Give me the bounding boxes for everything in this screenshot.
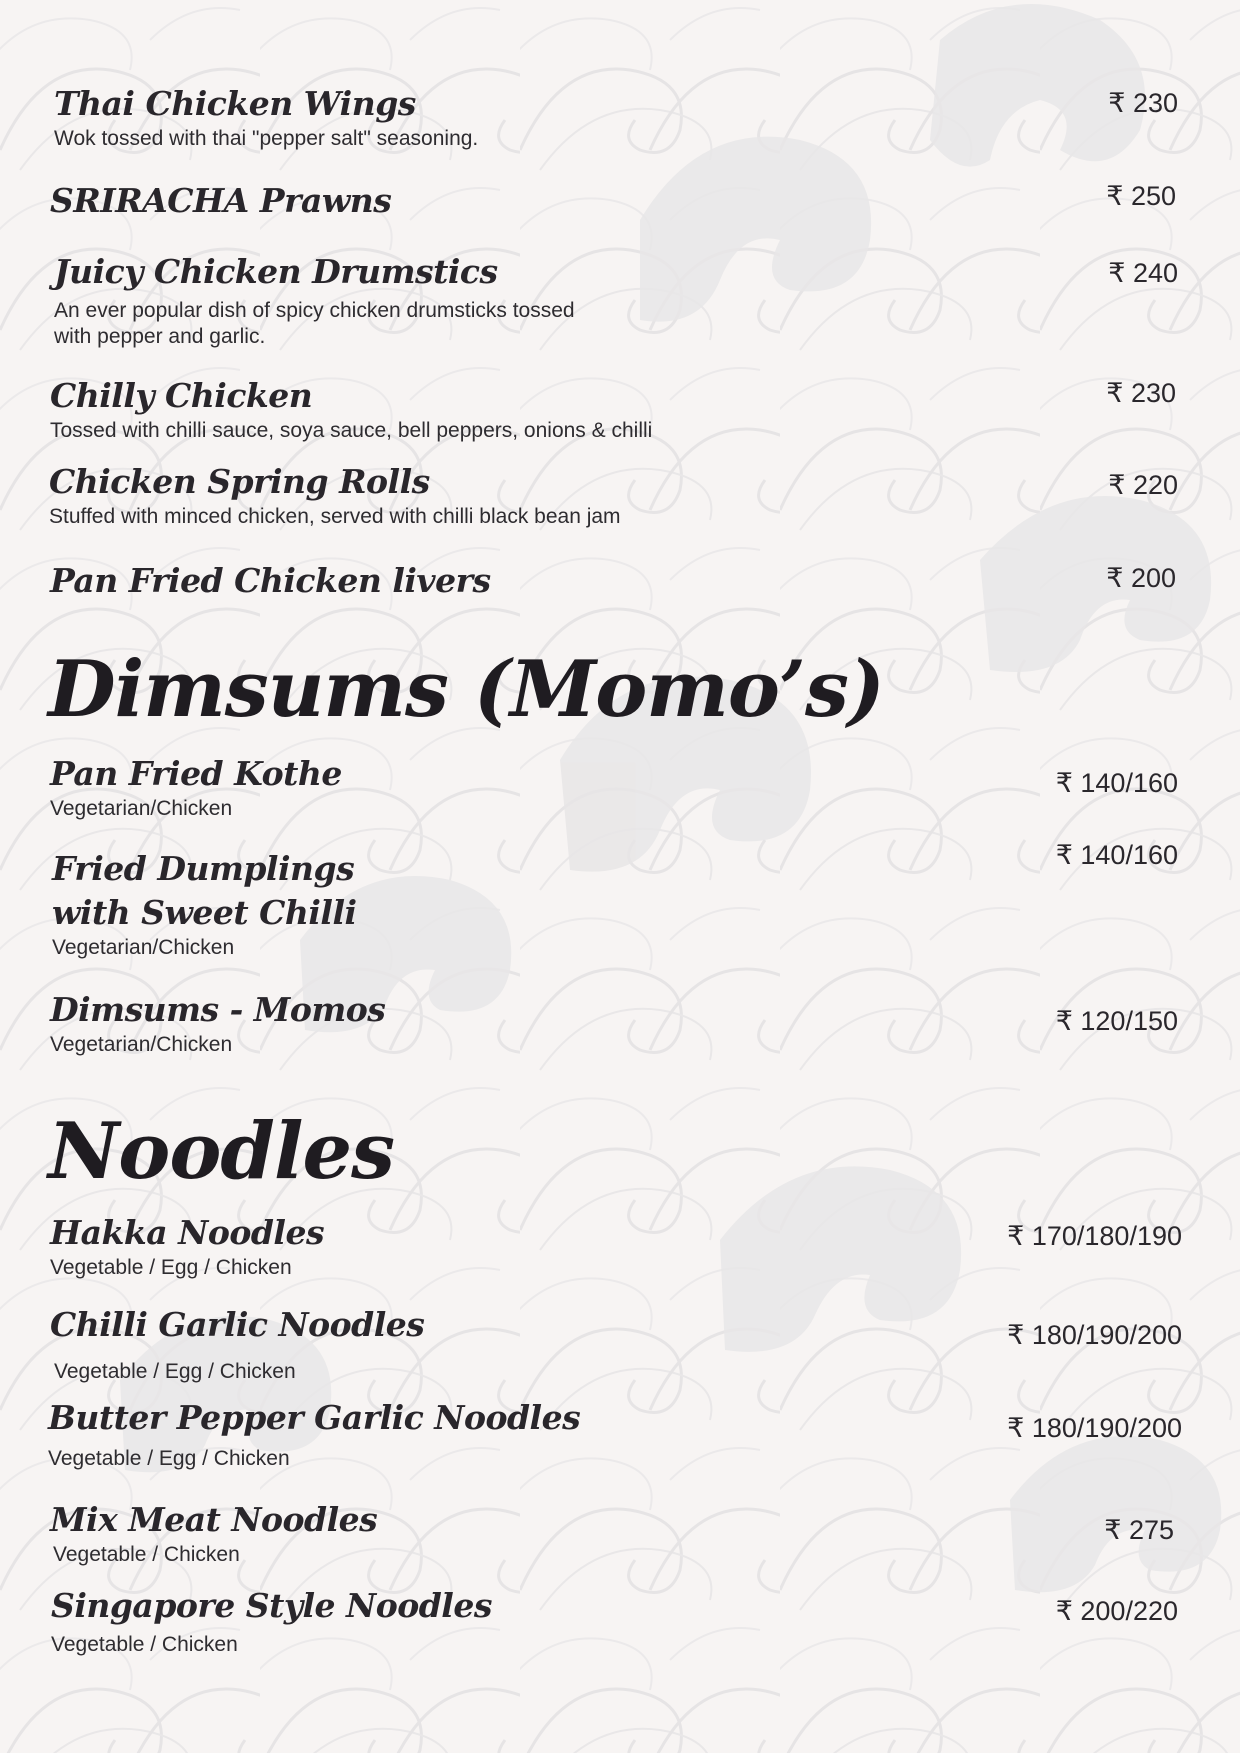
item-description: Vegetable / Chicken (51, 1633, 238, 1656)
menu-item-fried-dumplings-with-sweet-chilli (52, 847, 412, 961)
item-price: ₹ 180/190/200 (1007, 1320, 1182, 1350)
item-price: ₹ 240 (1108, 258, 1178, 288)
item-name: Butter Pepper Garlic Noodles (48, 1398, 581, 1437)
item-description: Vegetarian/Chicken (50, 1033, 233, 1056)
item-name: Pan Fried Chicken livers (50, 561, 491, 600)
item-price: ₹ 180/190/200 (1007, 1413, 1182, 1443)
item-price: ₹ 200/220 (1055, 1596, 1178, 1626)
item-name: Pan Fried Kothe (50, 754, 342, 793)
item-description: An ever popular dish of spicy chicken drumsticks tossed with pepper and garlic. (54, 299, 575, 348)
item-description: Vegetable / Egg / Chicken (54, 1360, 296, 1383)
item-name: Singapore Style Noodles (51, 1586, 492, 1625)
menu-item-thai-chicken-wings (54, 82, 478, 152)
item-description: Vegetarian/Chicken (50, 797, 233, 820)
menu-item-butter-pepper-garlic-noodles (48, 1396, 580, 1472)
item-name: Chilli Garlic Noodles (50, 1305, 425, 1344)
item-description: Vegetable / Egg / Chicken (48, 1447, 290, 1470)
item-name: Juicy Chicken Drumstics (54, 252, 498, 291)
menu-item-chilli-garlic-noodles (50, 1303, 424, 1385)
item-price: ₹ 220 (1108, 470, 1178, 500)
item-name: SRIRACHA Prawns (50, 181, 392, 220)
item-description: Wok tossed with thai "pepper salt" seasoning. (54, 127, 479, 150)
menu-item-pan-fried-chicken-livers (50, 559, 491, 603)
item-price: ₹ 140/160 (1055, 768, 1178, 798)
item-name: Thai Chicken Wings (54, 84, 416, 123)
item-description: Tossed with chilli sauce, soya sauce, bell peppers, onions & chilli (50, 419, 653, 442)
item-name: Dimsums - Momos (50, 990, 386, 1029)
item-description: Stuffed with minced chicken, served with chilli black bean jam (49, 505, 621, 528)
item-name: Chilly Chicken (50, 376, 313, 415)
section-heading-noodles: Noodles (48, 1106, 395, 1197)
item-name: Fried Dumplings with Sweet Chilli (52, 849, 357, 932)
menu-item-chilly-chicken (50, 374, 652, 444)
menu-item-hakka-noodles (50, 1211, 324, 1281)
menu-item-sriracha-prawns (50, 179, 391, 223)
item-name: Chicken Spring Rolls (49, 462, 430, 501)
item-price: ₹ 275 (1104, 1515, 1174, 1545)
item-price: ₹ 250 (1106, 181, 1176, 211)
item-price: ₹ 140/160 (1055, 840, 1178, 870)
item-description: Vegetarian/Chicken (52, 936, 235, 959)
item-description: Vegetable / Egg / Chicken (50, 1256, 292, 1279)
section-heading-dimsums: Dimsums (Momo’s) (48, 644, 884, 735)
menu-item-chicken-spring-rolls (49, 460, 621, 530)
item-price: ₹ 200 (1106, 563, 1176, 593)
menu-item-singapore-style-noodles (51, 1584, 492, 1658)
menu-item-pan-fried-kothe (50, 752, 342, 822)
item-price: ₹ 170/180/190 (1007, 1221, 1182, 1251)
item-price: ₹ 230 (1106, 378, 1176, 408)
item-description: Vegetable / Chicken (53, 1543, 240, 1566)
item-name: Mix Meat Noodles (50, 1500, 378, 1539)
menu-item-dimsums-momos (50, 988, 385, 1058)
item-name: Hakka Noodles (50, 1213, 325, 1252)
menu-item-juicy-chicken-drumstics (54, 250, 614, 350)
item-price: ₹ 120/150 (1055, 1006, 1178, 1036)
item-price: ₹ 230 (1108, 88, 1178, 118)
menu-item-mix-meat-noodles (50, 1498, 377, 1568)
